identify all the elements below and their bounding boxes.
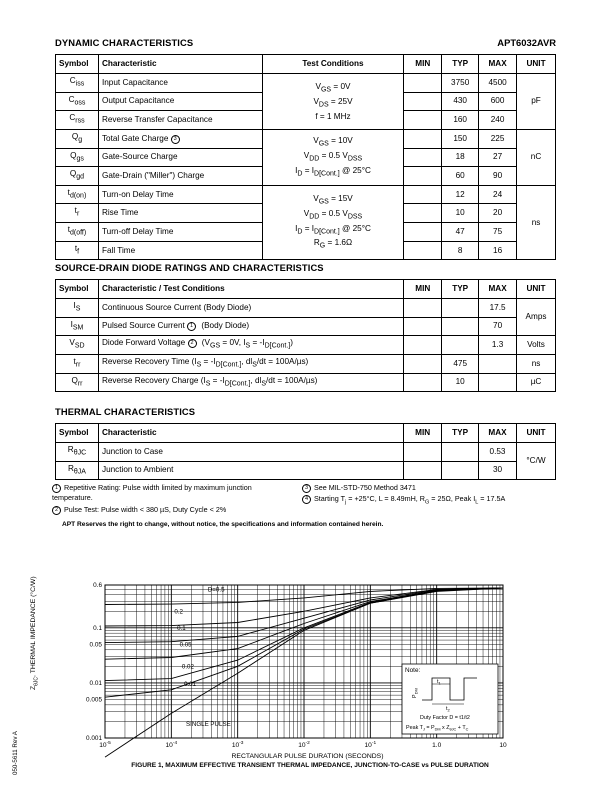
col-header-symbol: Symbol <box>56 280 99 299</box>
dynamic-section-title: DYNAMIC CHARACTERISTICS <box>55 37 194 48</box>
table-row <box>56 185 556 204</box>
max-cell: 1.3 <box>479 336 517 355</box>
col-header-typ: TYP <box>442 280 479 299</box>
col-header-max: MAX <box>479 424 517 443</box>
table-row <box>56 373 556 392</box>
series-label-3: 0.05 <box>179 641 192 649</box>
characteristic-cell: Continuous Source Current (Body Diode) <box>98 299 403 318</box>
x-tick-label: 1.0 <box>432 742 442 749</box>
min-cell <box>404 317 442 336</box>
footnote-3: 3 See MIL-STD-750 Method 3471 <box>302 483 562 493</box>
min-cell <box>404 354 442 373</box>
inset-duty-factor: Duty Factor D = t1/t2 <box>420 715 470 721</box>
col-header-min: MIN <box>404 424 442 443</box>
min-cell <box>404 204 442 223</box>
typ-cell: 150 <box>442 129 479 148</box>
y-tick-label: 0.1 <box>93 625 102 633</box>
characteristic-cell: Output Capacitance <box>98 92 262 111</box>
min-cell <box>404 461 442 480</box>
col-header-characteristic: Characteristic <box>98 55 262 74</box>
typ-cell: 160 <box>442 111 479 130</box>
symbol-cell: $t_{rr}$ <box>56 354 99 373</box>
x-tick-label: $10^{-5}$ <box>99 741 111 749</box>
typ-cell <box>442 336 479 355</box>
thermal-table <box>55 423 556 480</box>
typ-cell: 430 <box>442 92 479 111</box>
inset-t2-label: $t_2$ <box>446 706 450 713</box>
col-header-symbol: Symbol <box>56 55 99 74</box>
symbol-cell: $t_r$ <box>56 204 99 223</box>
footnote-1: 1 Repetitive Rating: Pulse width limited by maximum junction temperature. <box>52 483 252 502</box>
diode-table <box>55 279 556 392</box>
diode-section-title: SOURCE-DRAIN DIODE RATINGS AND CHARACTERISTICS <box>55 262 324 273</box>
series-label-5: 0.01 <box>184 681 197 689</box>
max-cell <box>479 373 517 392</box>
col-header-unit: UNIT <box>517 424 556 443</box>
table-row <box>56 336 556 355</box>
conditions-capacitance: $V_{GS} = 0V$ $V_{DS} = 25V$ f = 1 MHz <box>262 74 404 130</box>
typ-cell: 47 <box>442 223 479 242</box>
note-marker: 1 <box>187 322 196 331</box>
max-cell: 70 <box>479 317 517 336</box>
y-tick-label: 0.001 <box>86 735 102 743</box>
characteristic-cell: Reverse Transfer Capacitance <box>98 111 262 130</box>
typ-cell: 10 <box>442 204 479 223</box>
thermal-impedance-chart <box>0 570 612 770</box>
typ-cell <box>442 317 479 336</box>
symbol-cell: $I_S$ <box>56 299 99 318</box>
table-row <box>56 317 556 336</box>
col-header-conditions: Test Conditions <box>262 55 404 74</box>
max-cell: 17.5 <box>479 299 517 318</box>
characteristic-cell: Turn-off Delay Time <box>98 223 262 242</box>
col-header-min: MIN <box>404 55 442 74</box>
symbol-cell: $I_{SM}$ <box>56 317 99 336</box>
series-label-4: 0.02 <box>181 663 194 671</box>
x-tick-label: $10^{-4}$ <box>165 741 178 749</box>
table-row <box>56 461 556 480</box>
col-header-characteristic: Characteristic <box>98 424 403 443</box>
symbol-cell: $C_{iss}$ <box>56 74 99 93</box>
x-tick-label: $10^{-3}$ <box>231 741 244 749</box>
table-row <box>56 74 556 93</box>
characteristic-cell: Gate-Drain ("Miller") Charge <box>98 167 262 186</box>
symbol-cell: $C_{rss}$ <box>56 111 99 130</box>
typ-cell <box>442 299 479 318</box>
symbol-cell: $V_{SD}$ <box>56 336 99 355</box>
typ-cell: 8 <box>442 241 479 260</box>
series-label-1: 0.2 <box>174 608 183 616</box>
series-label-6: SINGLE PULSE <box>186 720 231 728</box>
min-cell <box>404 299 442 318</box>
max-cell: 225 <box>479 129 517 148</box>
characteristic-cell: Diode Forward Voltage 2 ($V_{GS} = 0V$, $I_S = -I_{D[Cont.]}$) <box>98 336 403 355</box>
table-row <box>56 299 556 318</box>
symbol-cell: $t_f$ <box>56 241 99 260</box>
characteristic-cell: Turn-on Delay Time <box>98 185 262 204</box>
unit-cell: nC <box>517 129 556 185</box>
min-cell <box>404 129 442 148</box>
max-cell: 16 <box>479 241 517 260</box>
characteristic-cell: Reverse Recovery Time ($I_S = -I_{D[Cont.]}$, $dl_S/dt = 100A/\mu s$) <box>98 354 403 373</box>
unit-cell: µC <box>517 373 556 392</box>
max-cell: 24 <box>479 185 517 204</box>
characteristic-cell: Gate-Source Charge <box>98 148 262 167</box>
max-cell <box>479 354 517 373</box>
note-marker: 2 <box>188 339 197 348</box>
max-cell: 27 <box>479 148 517 167</box>
dynamic-table <box>55 54 556 260</box>
symbol-cell: $Q_g$ <box>56 129 99 148</box>
typ-cell <box>442 461 479 480</box>
min-cell <box>404 148 442 167</box>
typ-cell <box>442 443 479 462</box>
y-tick-label: 0.05 <box>89 641 102 649</box>
characteristic-cell: Total Gate Charge 3 <box>98 129 262 148</box>
min-cell <box>404 185 442 204</box>
unit-cell: Volts <box>517 336 556 355</box>
min-cell <box>404 74 442 93</box>
symbol-cell: $R_{\theta JA}$ <box>56 461 99 480</box>
min-cell <box>404 223 442 242</box>
chart-y-axis-label: $Z_{\theta JC}$, THERMAL IMPEDANCE (°C/W) <box>30 576 40 690</box>
unit-cell: pF <box>517 74 556 130</box>
characteristic-cell: Pulsed Source Current 1 (Body Diode) <box>98 317 403 336</box>
max-cell: 75 <box>479 223 517 242</box>
footnote-2: 2 Pulse Test: Pulse width < 380 µS, Duty Cycle < 2% <box>52 505 292 515</box>
typ-cell: 10 <box>442 373 479 392</box>
disclaimer: APT Reserves the right to change, without notice, the specifications and information contained herein. <box>62 521 384 528</box>
min-cell <box>404 443 442 462</box>
unit-cell: ns <box>517 354 556 373</box>
min-cell <box>404 373 442 392</box>
table-row <box>56 129 556 148</box>
inset-note-label: Note: <box>405 667 421 674</box>
symbol-cell: $R_{\theta JC}$ <box>56 443 99 462</box>
col-header-max: MAX <box>479 280 517 299</box>
max-cell: 0.53 <box>479 443 517 462</box>
table-row <box>56 354 556 373</box>
symbol-cell: $t_{d(on)}$ <box>56 185 99 204</box>
symbol-cell: $Q_{gs}$ <box>56 148 99 167</box>
conditions-switching: $V_{GS} = 15V$ $V_{DD} = 0.5$ $V_{DSS}$ $I_D = I_{D[Cont.]}$ @ 25°C $R_G = 1.6\Omega$ <box>262 185 404 260</box>
typ-cell: 12 <box>442 185 479 204</box>
max-cell: 4500 <box>479 74 517 93</box>
characteristic-cell: Input Capacitance <box>98 74 262 93</box>
series-label-0: D=0.5 <box>207 586 225 594</box>
chart-x-axis-label: RECTANGULAR PULSE DURATION (SECONDS) <box>231 753 384 760</box>
conditions-gate-charge: $V_{GS} = 10V$ $V_{DD} = 0.5$ $V_{DSS}$ $I_D = I_{D[Cont.]}$ @ 25°C <box>262 129 404 185</box>
unit-cell: ns <box>517 185 556 260</box>
col-header-symbol: Symbol <box>56 424 99 443</box>
max-cell: 30 <box>479 461 517 480</box>
inset-t1-label: $t_1$ <box>437 679 441 686</box>
characteristic-cell: Reverse Recovery Charge ($I_S = -I_{D[Cont.]}$, $dl_S/dt = 100A/\mu s$) <box>98 373 403 392</box>
doc-revision: 050-5611 Rev A <box>12 731 19 775</box>
inset-pdm-label: $P_{DM}$ <box>412 688 419 698</box>
typ-cell: 60 <box>442 167 479 186</box>
min-cell <box>404 241 442 260</box>
col-header-max: MAX <box>479 55 517 74</box>
unit-cell: °C/W <box>517 443 556 480</box>
characteristic-cell: Junction to Ambient <box>98 461 403 480</box>
series-label-2: 0.1 <box>177 624 186 632</box>
col-header-unit: UNIT <box>517 280 556 299</box>
col-header-typ: TYP <box>442 424 479 443</box>
symbol-cell: $C_{oss}$ <box>56 92 99 111</box>
min-cell <box>404 336 442 355</box>
x-tick-label: $10^{-2}$ <box>298 741 310 749</box>
max-cell: 20 <box>479 204 517 223</box>
y-tick-label: 0.6 <box>93 582 102 590</box>
thermal-section-title: THERMAL CHARACTERISTICS <box>55 406 196 417</box>
characteristic-cell: Rise Time <box>98 204 262 223</box>
col-header-characteristic: Characteristic / Test Conditions <box>98 280 403 299</box>
symbol-cell: $Q_{rr}$ <box>56 373 99 392</box>
characteristic-cell: Fall Time <box>98 241 262 260</box>
col-header-min: MIN <box>404 280 442 299</box>
x-tick-label: 10 <box>499 742 507 749</box>
footnote-4: 4 Starting $T_j = +25^\circ C$, L = 8.49mH, $R_G = 25\Omega$, Peak $I_L = 17.5A$ <box>302 494 572 507</box>
note-marker: 3 <box>171 135 180 144</box>
characteristic-cell: Junction to Case <box>98 443 403 462</box>
y-tick-label: 0.005 <box>86 696 102 704</box>
min-cell <box>404 111 442 130</box>
y-tick-label: 0.01 <box>89 680 102 688</box>
table-row <box>56 443 556 462</box>
inset-peak-formula: Peak $T_J = P_{DM}$ x $Z_{\theta JC} + T_C$ <box>406 725 469 732</box>
chart-inset-note <box>402 664 498 734</box>
part-number: APT6032AVR <box>497 37 556 48</box>
typ-cell: 3750 <box>442 74 479 93</box>
min-cell <box>404 92 442 111</box>
max-cell: 90 <box>479 167 517 186</box>
unit-cell: Amps <box>517 299 556 336</box>
min-cell <box>404 167 442 186</box>
col-header-typ: TYP <box>442 55 479 74</box>
chart-title: FIGURE 1, MAXIMUM EFFECTIVE TRANSIENT THERMAL IMPEDANCE, JUNCTION-TO-CASE vs PULSE DURATION <box>131 762 489 769</box>
max-cell: 240 <box>479 111 517 130</box>
typ-cell: 475 <box>442 354 479 373</box>
x-tick-label: $10^{-1}$ <box>364 741 377 749</box>
symbol-cell: $Q_{gd}$ <box>56 167 99 186</box>
typ-cell: 18 <box>442 148 479 167</box>
max-cell: 600 <box>479 92 517 111</box>
col-header-unit: UNIT <box>517 55 556 74</box>
symbol-cell: $t_{d(off)}$ <box>56 223 99 242</box>
